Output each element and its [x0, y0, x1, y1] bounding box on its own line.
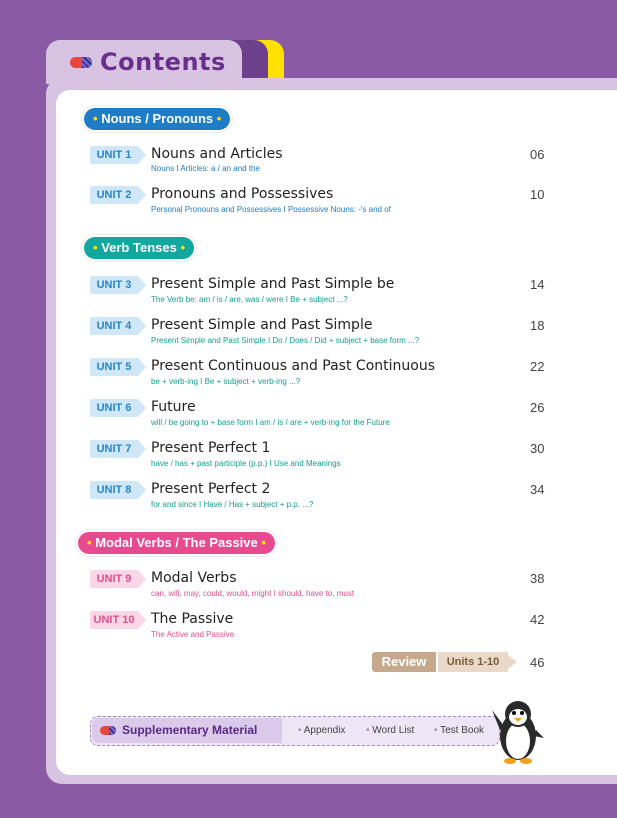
bullet-icon: •	[366, 725, 373, 736]
unit-title[interactable]: Present Simple and Past Simple	[151, 317, 373, 333]
unit-badge: UNIT 7	[90, 440, 138, 458]
unit-title[interactable]: Nouns and Articles	[151, 146, 283, 162]
section-verb-tenses	[84, 237, 194, 259]
supplementary-item-appendix[interactable]	[298, 725, 345, 736]
supplementary-item-label: Test Book	[440, 725, 485, 736]
penguin-icon	[490, 696, 546, 764]
unit-subtitle: The Verb be: am / is / are, was / were I Be + subject ...?	[151, 295, 348, 304]
badge-arrow-icon	[138, 611, 146, 629]
page-number: 30	[530, 441, 545, 456]
unit-title[interactable]: Future	[151, 399, 196, 415]
unit-title[interactable]: Present Continuous and Past Continuous	[151, 358, 435, 374]
badge-arrow-icon	[138, 358, 146, 376]
bullet-icon: •	[180, 240, 186, 255]
unit-subtitle: can, will, may, could, would, might I should, have to, must	[151, 589, 355, 598]
page-number: 26	[530, 400, 545, 415]
unit-subtitle: be + verb-ing I Be + subject + verb-ing ...?	[151, 377, 301, 386]
section-label: Verb Tenses	[101, 240, 177, 255]
unit-title[interactable]: Present Perfect 1	[151, 440, 271, 456]
pencil-icon	[70, 57, 92, 68]
review-arrow-icon	[508, 655, 517, 669]
unit-badge: UNIT 3	[90, 276, 138, 294]
badge-arrow-icon	[138, 440, 146, 458]
supplementary-label: Supplementary Material	[122, 723, 258, 737]
unit-title[interactable]: The Passive	[151, 611, 234, 627]
supplementary-item-word-list[interactable]	[366, 725, 414, 736]
unit-badge: UNIT 6	[90, 399, 138, 417]
page-number: 18	[530, 318, 545, 333]
page-title: Contents	[100, 48, 226, 76]
unit-badge: UNIT 5	[90, 358, 138, 376]
page-number: 46	[530, 655, 545, 670]
unit-subtitle: Personal Pronouns and Possessives I Possessive Nouns: -'s and of	[151, 205, 391, 214]
section-modal-passive	[78, 532, 275, 554]
unit-badge: UNIT 2	[90, 186, 138, 204]
bullet-icon: •	[216, 111, 222, 126]
bullet-icon: •	[87, 535, 92, 550]
page-number: 22	[530, 359, 545, 374]
unit-badge: UNIT 9	[90, 570, 138, 588]
unit-subtitle: will / be going to + base form I am / is / are + verb-ing for the Future	[151, 418, 390, 427]
unit-subtitle: Nouns I Articles: a / an and the	[151, 164, 260, 173]
supplementary-item-label: Appendix	[303, 725, 346, 736]
page-number: 34	[530, 482, 545, 497]
supplementary-item-label: Word List	[372, 725, 415, 736]
section-nouns-pronouns	[84, 108, 230, 130]
unit-subtitle: have / has + past participle (p.p.) I Use and Meanings	[151, 459, 341, 468]
bullet-icon: •	[93, 111, 98, 126]
bullet-icon: •	[298, 725, 304, 736]
unit-badge: UNIT 4	[90, 317, 138, 335]
bullet-icon: •	[434, 725, 441, 736]
page-number: 06	[530, 147, 545, 162]
section-label: Modal Verbs / The Passive	[95, 535, 258, 550]
bullet-icon: •	[261, 535, 266, 550]
badge-arrow-icon	[138, 146, 146, 164]
badge-arrow-icon	[138, 186, 146, 204]
review-label[interactable]: Review	[372, 652, 436, 672]
badge-arrow-icon	[138, 276, 146, 294]
page-number: 38	[530, 571, 545, 586]
page-number: 10	[530, 187, 545, 202]
unit-badge: UNIT 1	[90, 146, 138, 164]
page-number: 14	[530, 277, 545, 292]
unit-title[interactable]: Modal Verbs	[151, 570, 237, 586]
page-number: 42	[530, 612, 545, 627]
bullet-icon: •	[93, 240, 98, 255]
unit-subtitle: Present Simple and Past Simple I Do / Does / Did + subject + base form ...?	[151, 336, 420, 345]
unit-title[interactable]: Present Perfect 2	[151, 481, 271, 497]
review-units: Units 1-10	[438, 652, 508, 672]
supplementary-item-test-book[interactable]	[434, 725, 484, 736]
badge-arrow-icon	[138, 481, 146, 499]
unit-subtitle: for and since I Have / Has + subject + p.p. ...?	[151, 500, 314, 509]
unit-subtitle: The Active and Passive	[151, 630, 235, 639]
badge-arrow-icon	[138, 399, 146, 417]
section-label: Nouns / Pronouns	[101, 111, 214, 126]
unit-badge: UNIT 8	[90, 481, 138, 499]
unit-badge: UNIT 10	[90, 611, 138, 629]
unit-title[interactable]: Pronouns and Possessives	[151, 186, 334, 202]
pencil-icon	[100, 726, 116, 735]
badge-arrow-icon	[138, 570, 146, 588]
unit-title[interactable]: Present Simple and Past Simple be	[151, 276, 395, 292]
badge-arrow-icon	[138, 317, 146, 335]
